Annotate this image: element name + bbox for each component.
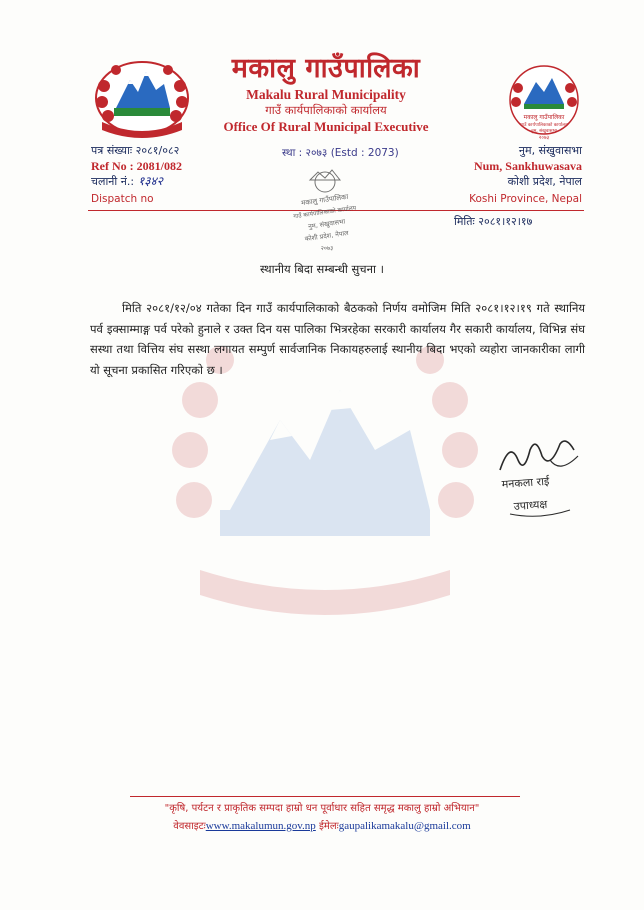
stamp-text-4: कोशी प्रदेश, नेपाल	[304, 229, 350, 244]
letterhead	[196, 52, 456, 135]
emblem-watermark-icon	[160, 340, 490, 620]
stamp-text-2: गाउँ कार्यपालिकाको कार्यालय	[292, 204, 357, 221]
stamp-text-1: मकालु गाउँपालिका	[300, 192, 349, 208]
logo-right-text-4: २०७३	[538, 135, 550, 140]
established-year: स्था : २०७३ (Estd : 2073)	[282, 147, 399, 159]
municipality-title-en: Makalu Rural Municipality	[246, 87, 406, 102]
footer-contact	[0, 818, 644, 832]
municipality-logo-icon	[504, 64, 584, 140]
logo-right-text-3: नुम, संखुवासभा	[531, 129, 557, 134]
signature-name: मनकला राई	[501, 474, 550, 491]
chalani-label: चलानी नं.:	[91, 175, 135, 188]
footer-slogan: "कृषि, पर्यटन र प्राकृतिक सम्पदा हाम्रो धन पूर्वाधार सहित समृद्ध मकालु हाम्रो अभियान"	[164, 803, 480, 814]
stamp-text-5: २०७३	[320, 245, 334, 252]
chalani-number: १३४२	[138, 174, 164, 188]
website-link[interactable]: www.makalumun.gov.np	[205, 820, 316, 832]
office-stamp-icon	[280, 166, 370, 258]
office-name-en: Office Of Rural Municipal Executive	[223, 119, 429, 134]
letter-body	[90, 298, 585, 380]
reference-block	[91, 143, 281, 208]
footer-divider	[130, 796, 520, 797]
municipality-title-ne: मकालु गाउँपालिका	[231, 53, 421, 84]
address-ne: नुम, संखुवासभा	[518, 144, 582, 157]
email-label: ईमेलः	[319, 821, 339, 832]
address-en: Num, Sankhuwasava	[473, 159, 582, 173]
letter-date: मितिः २०८१।१२।१७	[454, 215, 533, 228]
nepal-emblem-logo-icon	[92, 56, 192, 138]
letter-subject: स्थानीय बिदा सम्बन्धी सुचना ।	[260, 262, 384, 276]
body-paragraph: मिति २०८१/१२/०४ गतेका दिन गाउँ कार्यपालिकाको बैठकको निर्णय वमोजिम मिति २०८१।१२।१९ गते स्थानिय पर्व इक्साम्माङ्ग पर्व परेको हुनाले र उक्त दिन यस पालिका भित्ररहेका सरकारी कार्यालय गैर सकारी कार्यालय, विभिन्न संघ सस्था तथा वित्तिय संघ सस्था लगायत सम्पुर्ण सार्वजानिक निकायहरुलाई स्थानीय बिदा भएको व्यहोरा जानकारीका लागी यो सूचना प्रकासित गरिएको छ ।	[90, 301, 585, 377]
signature-title: उपाध्यक्ष	[513, 497, 548, 513]
website-label: वेवसाइटः	[173, 821, 206, 832]
logo-right-text-1: मकालु गाउँपालिका	[523, 114, 565, 121]
stamp-text-3: नुम, संखुवासभा	[307, 217, 346, 231]
signature-icon	[490, 430, 590, 520]
email-address[interactable]: gaupalikamakalu@gmail.com	[338, 820, 471, 832]
office-name-ne: गाउँ कार्यपालिकाको कार्यालय	[265, 103, 387, 117]
dispatch-label: Dispatch no	[91, 193, 154, 205]
logo-right-text-2: गाउँ कार्यपालिकाको कार्यालय	[520, 123, 568, 128]
ref-number: Ref No : 2081/082	[91, 159, 182, 173]
province-en: Koshi Province, Nepal	[469, 193, 582, 205]
patra-sankhya: पत्र संख्याः २०८१/०८२	[91, 144, 180, 157]
address-block	[430, 143, 582, 208]
province-ne: कोशी प्रदेश, नेपाल	[507, 175, 582, 188]
chalani-line	[91, 174, 281, 189]
